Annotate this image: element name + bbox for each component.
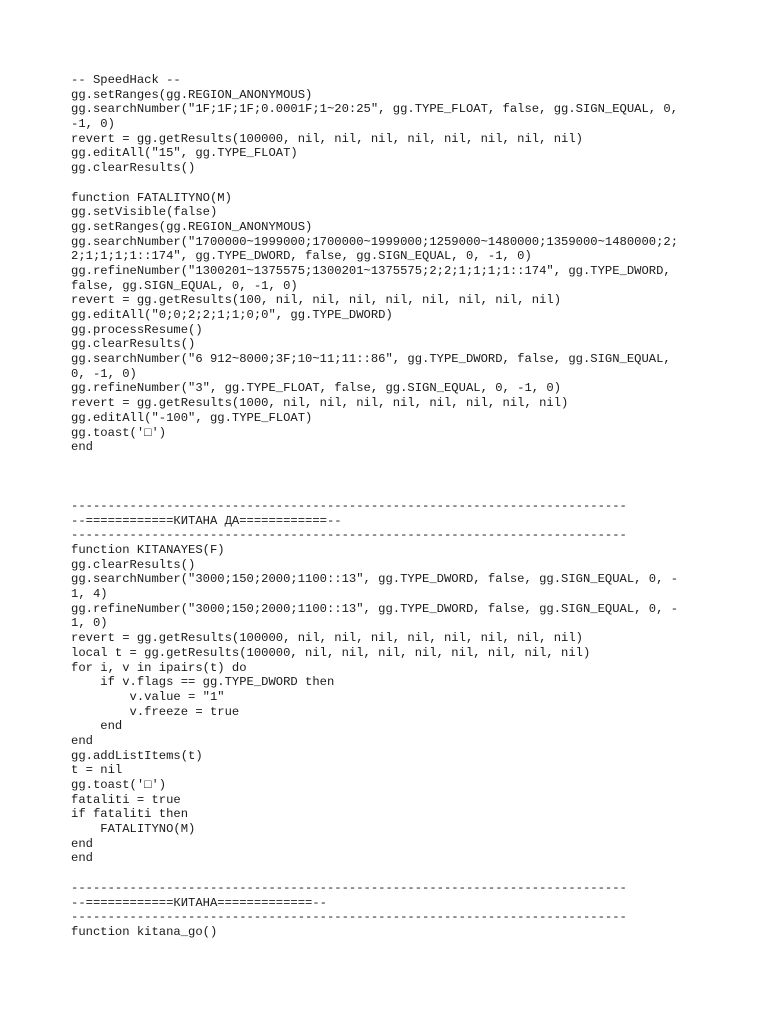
code-line: end [71, 440, 93, 455]
code-listing [71, 73, 711, 940]
code-line: gg.searchNumber("3000;150;2000;1100::13", gg.TYPE_DWORD, false, gg.SIGN_EQUAL, 0, - [71, 572, 679, 587]
code-line: gg.clearResults() [71, 337, 196, 352]
code-line: revert = gg.getResults(100000, nil, nil, nil, nil, nil, nil, nil, nil) [71, 131, 583, 146]
code-line: v.freeze = true [71, 704, 240, 719]
code-line: gg.clearResults() [71, 557, 196, 572]
code-line: gg.setRanges(gg.REGION_ANONYMOUS) [71, 87, 313, 102]
code-line [71, 484, 711, 499]
code-line: 1, 0) [71, 616, 108, 631]
code-line: 2;1;1;1;1::174", gg.TYPE_DWORD, false, gg.SIGN_EQUAL, 0, -1, 0) [71, 249, 532, 264]
code-line: 0, -1, 0) [71, 366, 137, 381]
code-line: function FATALITYNO(M) [71, 190, 232, 205]
code-line: end [71, 719, 123, 734]
code-line: revert = gg.getResults(100000, nil, nil, nil, nil, nil, nil, nil, nil) [71, 631, 583, 646]
code-line: gg.editAll("0;0;2;2;1;1;0;0", gg.TYPE_DWORD) [71, 308, 393, 322]
code-line [71, 455, 711, 470]
code-line: gg.addListItems(t) [71, 748, 203, 763]
code-line: function kitana_go() [71, 924, 218, 939]
code-line: gg.toast('□') [71, 778, 167, 792]
code-line: gg.setVisible(false) [71, 205, 218, 220]
code-line: ---------------------------------------------------------------------------- [71, 528, 627, 543]
code-line: for i, v in ipairs(t) do [71, 660, 247, 675]
code-line: end [71, 851, 93, 866]
code-line: ---------------------------------------------------------------------------- [71, 880, 627, 895]
code-line: --============КИТАНА ДА============-- [71, 513, 342, 528]
code-line: gg.searchNumber("1F;1F;1F;0.0001F;1~20:25", gg.TYPE_FLOAT, false, gg.SIGN_EQUAL, 0, [71, 102, 679, 117]
code-line [71, 866, 711, 881]
code-line: if v.flags == gg.TYPE_DWORD then [71, 675, 335, 690]
code-line: FATALITYNO(M) [71, 822, 196, 837]
code-line: -- SpeedHack -- [71, 73, 181, 87]
code-line: ---------------------------------------------------------------------------- [71, 910, 627, 925]
code-line: function KITANAYES(F) [71, 543, 225, 557]
code-line: if fataliti then [71, 807, 189, 822]
code-line: gg.refineNumber("1300201~1375575;1300201~1375575;2;2;1;1;1;1::174", gg.TYPE_DWORD, [71, 263, 671, 278]
code-line: gg.refineNumber("3000;150;2000;1100::13", gg.TYPE_DWORD, false, gg.SIGN_EQUAL, 0, - [71, 601, 679, 616]
code-line: gg.clearResults() [71, 161, 196, 176]
code-line: gg.searchNumber("6 912~8000;3F;10~11;11::86", gg.TYPE_DWORD, false, gg.SIGN_EQUAL, [71, 352, 671, 367]
code-line: gg.toast('□') [71, 425, 167, 440]
code-line: end [71, 836, 93, 851]
code-line: 1, 4) [71, 587, 108, 602]
code-line: end [71, 733, 93, 748]
code-line: local t = gg.getResults(100000, nil, nil, nil, nil, nil, nil, nil, nil) [71, 645, 591, 660]
code-line: gg.searchNumber("1700000~1999000;1700000~1999000;1259000~1480000;1359000~1480000;2; [71, 234, 679, 249]
code-line: gg.processResume() [71, 322, 203, 337]
code-line: revert = gg.getResults(1000, nil, nil, nil, nil, nil, nil, nil, nil) [71, 396, 569, 411]
code-line [71, 176, 711, 191]
code-line: revert = gg.getResults(100, nil, nil, nil, nil, nil, nil, nil, nil) [71, 293, 562, 308]
code-line: v.value = "1" [71, 689, 225, 704]
code-line: fataliti = true [71, 792, 181, 807]
code-line: -1, 0) [71, 117, 115, 132]
code-line: false, gg.SIGN_EQUAL, 0, -1, 0) [71, 278, 298, 293]
code-line: --============КИТАНА=============-- [71, 895, 327, 910]
code-line: gg.setRanges(gg.REGION_ANONYMOUS) [71, 219, 313, 234]
code-line: t = nil [71, 763, 123, 778]
code-line: gg.editAll("15", gg.TYPE_FLOAT) [71, 146, 298, 161]
code-line [71, 470, 711, 485]
code-line: gg.refineNumber("3", gg.TYPE_FLOAT, false, gg.SIGN_EQUAL, 0, -1, 0) [71, 381, 562, 396]
code-line: gg.editAll("-100", gg.TYPE_FLOAT) [71, 410, 313, 425]
code-line: ---------------------------------------------------------------------------- [71, 498, 627, 513]
